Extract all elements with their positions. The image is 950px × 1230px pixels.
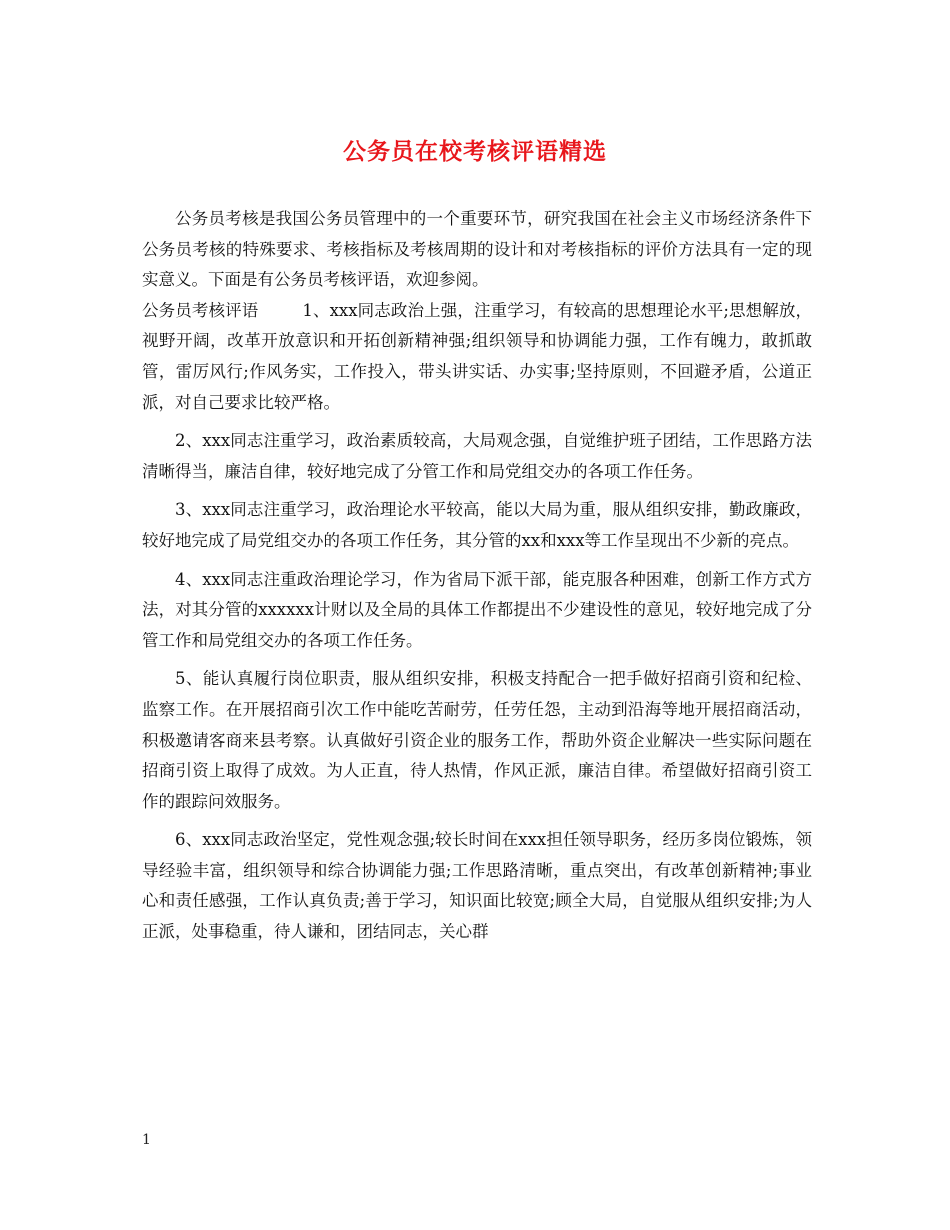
intro-paragraph: 公务员考核是我国公务员管理中的一个重要环节，研究我国在社会主义市场经济条件下公务员考核的特殊要求、考核指标及考核周期的设计和对考核指标的评价方法具有一定的现实意义。下面是有公务员考核评语，欢迎参阅。 [142, 209, 812, 290]
item-paragraph-6: 6、xxx同志政治坚定，党性观念强;较长时间在xxx担任领导职务，经历多岗位锻炼，领导经验丰富，组织领导和综合协调能力强;工作思路清晰，重点突出，有改革创新精神;事业心和责任感强，工作认真负责;善于学习，知识面比较宽;顾全大局，自觉服从组织安排;为人正派，处事稳重，待人谦和，团结同志，关心群 [142, 830, 812, 942]
item-paragraph-2: 2、xxx同志注重学习，政治素质较高，大局观念强，自觉维护班子团结，工作思路方法清晰得当，廉洁自律，较好地完成了分管工作和局党组交办的各项工作任务。 [142, 431, 812, 481]
item-paragraph-5: 5、能认真履行岗位职责，服从组织安排，积极支持配合一把手做好招商引资和纪检、监察工作。在开展招商引次工作中能吃苦耐劳，任劳任怨，主动到沿海等地开展招商活动，积极邀请客商来县考察。认真做好引资企业的服务工作，帮助外资企业解决一些实际问题在招商引资上取得了成效。为人正直，待人热情，作风正派，廉洁自律。希望做好招商引资工作的跟踪问效服务。 [142, 669, 812, 811]
section-label: 公务员考核评语 [142, 300, 259, 320]
document-body [142, 204, 812, 948]
document-title: 公务员在校考核评语精选 [343, 138, 607, 165]
page-number: 1 [142, 1132, 151, 1148]
item-paragraph-3: 3、xxx同志注重学习，政治理论水平较高，能以大局为重，服从组织安排，勤政廉政，较好地完成了局党组交办的各项工作任务，其分管的xx和xxx等工作呈现出不少新的亮点。 [142, 500, 812, 550]
item-text: 1、xxx同志政治上强，注重学习，有较高的思想理论水平;思想解放，视野开阔，改革开放意识和开拓创新精神强;组织领导和协调能力强，工作有魄力，敢抓敢管，雷厉风行;作风务实，工作投入，带头讲实话、办实事;坚持原则，不回避矛盾，公道正派，对自己要求比较严格。 [142, 300, 812, 412]
item-paragraph-4: 4、xxx同志注重政治理论学习，作为省局下派干部，能克服各种困难，创新工作方式方法，对其分管的xxxxxx计财以及全局的具体工作都提出不少建设性的意见，较好地完成了分管工作和局党组交办的各项工作任务。 [142, 569, 812, 650]
item-paragraph-1 [142, 296, 812, 418]
